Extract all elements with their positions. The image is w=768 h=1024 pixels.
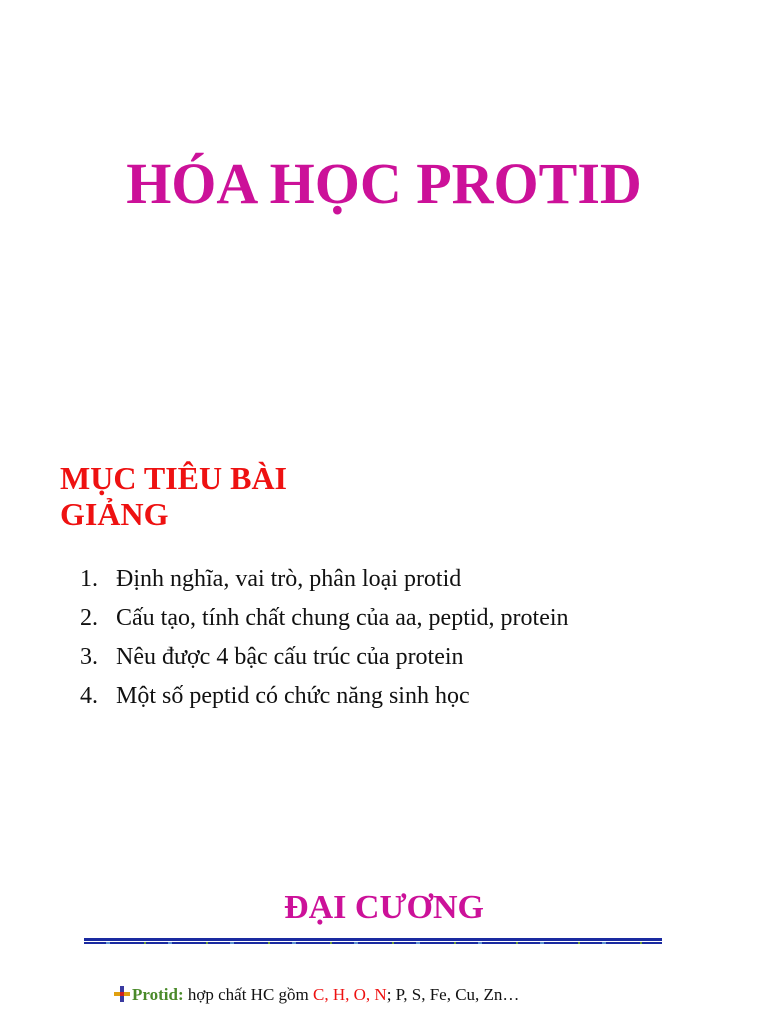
definition-term: Protid: [132, 985, 184, 1004]
objectives-list [80, 560, 569, 716]
objective-text: Định nghĩa, vai trò, phân loại protid [116, 566, 462, 592]
page-title: HÓA HỌC PROTID [126, 151, 642, 216]
divider-line-top [84, 938, 662, 941]
cross-bullet-icon [114, 986, 130, 1002]
objective-number: 4. [80, 683, 98, 709]
objective-item [80, 638, 569, 677]
objective-number: 2. [80, 605, 98, 631]
objective-item [80, 560, 569, 599]
definition-elements: C, H, O, N [313, 985, 387, 1004]
objective-text: Nêu được 4 bậc cấu trúc của protein [116, 644, 464, 670]
objectives-heading-line1: MỤC TIÊU BÀI [60, 460, 287, 496]
objectives-heading [60, 460, 287, 532]
objective-item [80, 677, 569, 716]
definition-text-before: hợp chất HC gồm [183, 985, 314, 1004]
objective-number: 3. [80, 644, 98, 670]
definition-text-after: ; P, S, Fe, Cu, Zn… [386, 985, 520, 1004]
protid-definition [114, 983, 519, 1007]
objective-item [80, 599, 569, 638]
section-heading: ĐẠI CƯƠNG [284, 889, 484, 926]
section-divider [84, 938, 662, 944]
objective-text: Cấu tạo, tính chất chung của aa, peptid, protein [116, 605, 569, 631]
objectives-heading-line2: GIẢNG [60, 496, 169, 532]
divider-line-bottom [84, 942, 662, 944]
objective-number: 1. [80, 566, 98, 592]
objective-text: Một số peptid có chức năng sinh học [116, 683, 470, 709]
